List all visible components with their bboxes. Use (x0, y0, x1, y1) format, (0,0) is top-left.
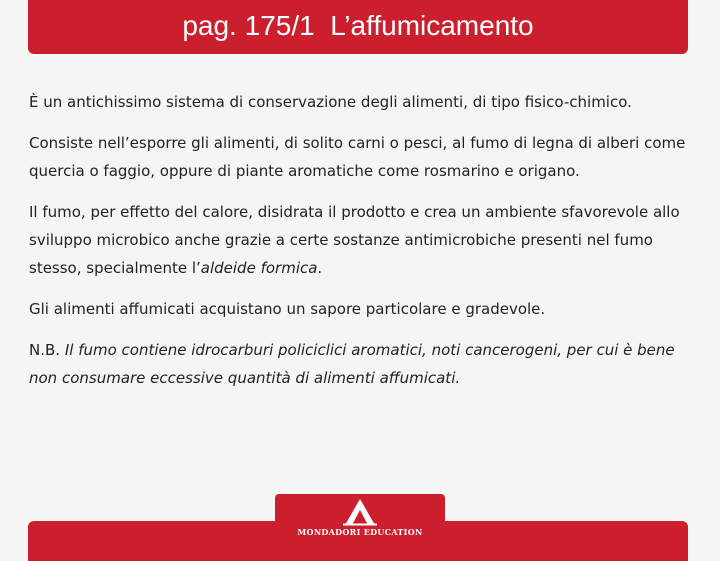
paragraph-note (29, 336, 699, 392)
paragraph-effect-end: . (317, 259, 323, 277)
paragraph-effect-italic: aldeide formica (200, 259, 318, 277)
paragraph-effect-text: Il fumo, per effetto del calore, disidrata il prodotto e crea un ambiente sfavorevole allo sviluppo microbico anche grazie a certe sostanze antimicrobiche presenti nel fumo stesso, specialmente l’ (29, 203, 680, 277)
mondadori-logo-icon (342, 498, 378, 526)
paragraph-intro: È un antichissimo sistema di conservazione degli alimenti, di tipo fisico-chimico. (29, 93, 632, 111)
paragraph-flavor: Gli alimenti affumicati acquistano un sapore particolare e gradevole. (29, 300, 546, 318)
note-prefix: N.B. (29, 341, 65, 359)
paragraph-method: Consiste nell’esporre gli alimenti, di solito carni o pesci, al fumo di legna di alberi come quercia o faggio, oppure di piante aromatiche come rosmarino e origano. (29, 134, 686, 180)
content-area (29, 88, 699, 405)
publisher-logo (275, 494, 445, 540)
paragraph-effect (29, 198, 699, 282)
title-bar (28, 0, 688, 54)
page-title: pag. 175/1 L’affumicamento (182, 10, 534, 41)
note-text: Il fumo contiene idrocarburi policiclici aromatici, noti cancerogeni, per cui è bene non consumare eccessive quantità di alimenti affumicati. (29, 341, 675, 387)
logo-text: MONDADORI EDUCATION (297, 527, 423, 537)
